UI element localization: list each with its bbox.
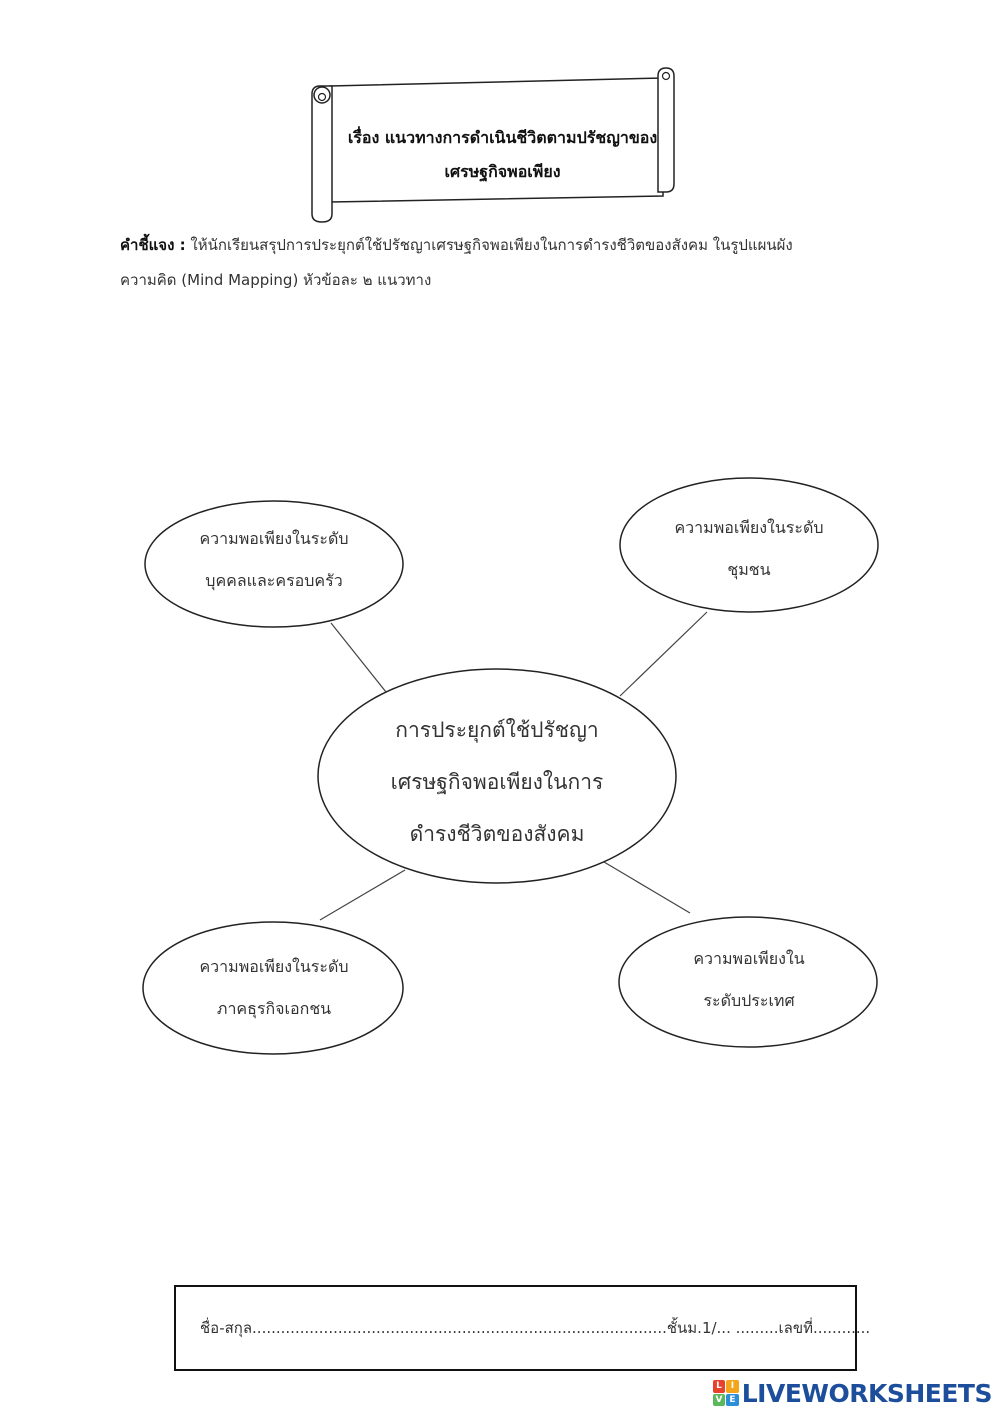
node-top-right-text	[638, 507, 860, 591]
node-bottom-left-line-1: ความพอเพียงในระดับ	[199, 957, 349, 976]
node-bottom-right-line-1: ความพอเพียงใน	[693, 949, 805, 968]
instructions-line-2: ความคิด (Mind Mapping) หัวข้อละ ๒ แนวทาง	[120, 271, 432, 289]
node-bottom-left-text	[164, 946, 384, 1030]
node-center-line-1: การประยุกต์ใช้ปรัชญา	[395, 718, 599, 742]
node-bottom-right-line-2: ระดับประเทศ	[703, 991, 795, 1010]
instructions-text-1: ให้นักเรียนสรุปการประยุกต์ใช้ปรัชญาเศรษฐกิจพอเพียงในการดำรงชีวิตของสังคม ในรูปแผนผัง	[185, 236, 793, 254]
node-top-right-line-2: ชุมชน	[727, 560, 771, 579]
logo-letter-l: L	[713, 1380, 726, 1393]
node-top-right-line-1: ความพอเพียงในระดับ	[674, 518, 824, 537]
node-bottom-left-line-2: ภาคธุรกิจเอกชน	[216, 999, 332, 1018]
connector-top-right	[620, 612, 707, 696]
node-center-text	[340, 704, 654, 860]
liveworksheets-brand	[713, 1378, 992, 1408]
connector-bottom-left	[320, 870, 405, 920]
node-center-line-3: ดำรงชีวิตของสังคม	[409, 822, 585, 846]
liveworksheets-logo-icon	[713, 1380, 739, 1406]
node-top-left-line-2: บุคคลและครอบครัว	[205, 571, 343, 590]
instructions-label: คำชี้แจง :	[120, 236, 186, 254]
node-top-left-line-1: ความพอเพียงในระดับ	[199, 529, 349, 548]
title-line-1: เรื่อง แนวทางการดำเนินชีวิตตามปรัชญาของ	[347, 128, 658, 147]
node-bottom-right-text	[638, 938, 860, 1022]
logo-letter-i: I	[726, 1380, 739, 1393]
logo-letter-v: V	[713, 1394, 726, 1407]
connector-top-left	[331, 623, 386, 692]
logo-letter-e: E	[726, 1394, 739, 1407]
connector-bottom-right	[604, 862, 690, 913]
title-line-2: เศรษฐกิจพอเพียง	[444, 162, 561, 181]
student-info-text: ชื่อ-สกุล.......................................................................................ชั้นม.1/... .........เลขที่............	[200, 1319, 871, 1337]
liveworksheets-wordmark: LIVEWORKSHEETS	[741, 1378, 992, 1408]
node-top-left-text	[164, 518, 384, 602]
node-center-line-2: เศรษฐกิจพอเพียงในการ	[390, 770, 604, 794]
